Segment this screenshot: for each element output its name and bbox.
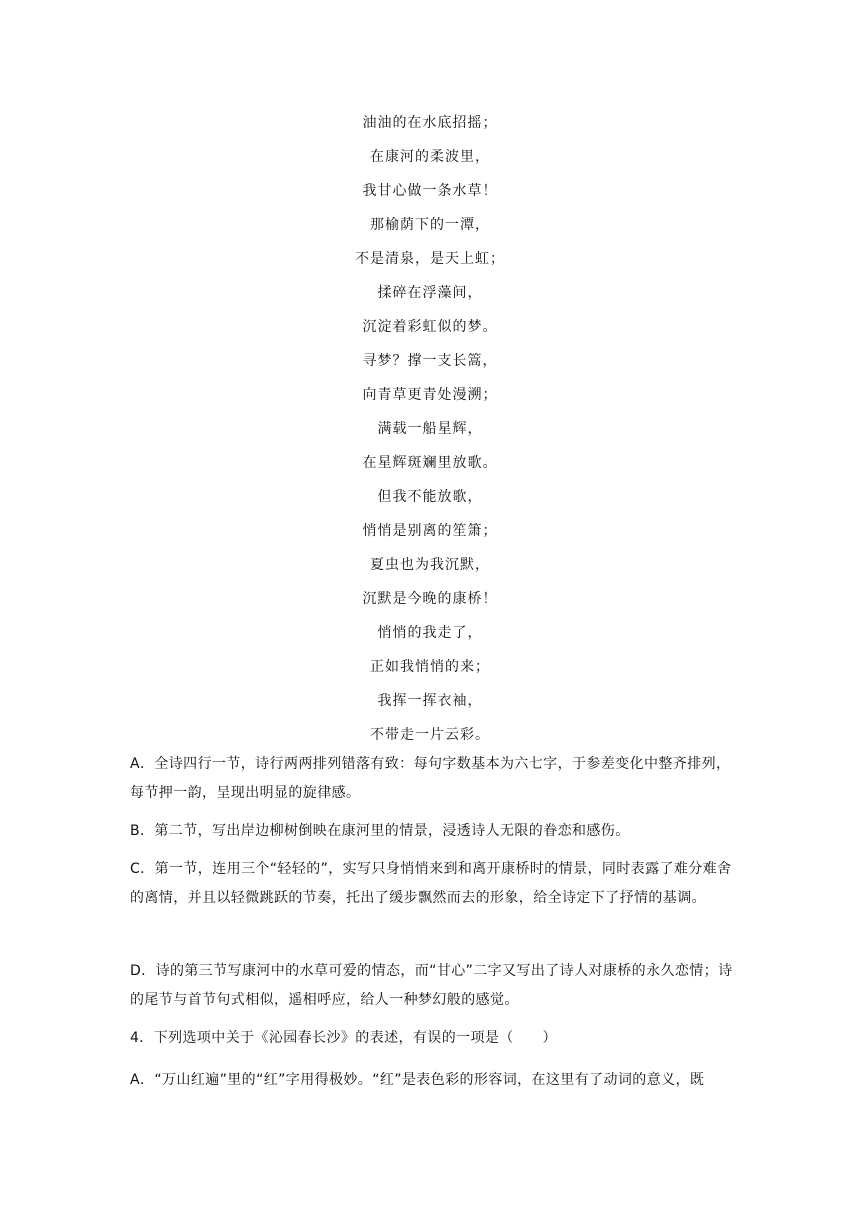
- poem-line: 悄悄的我走了，: [377, 625, 483, 641]
- option-a: [130, 750, 735, 807]
- option-d-text: D．诗的第三节写康河中的水草可爱的情态，而“甘心”二字又写出了诗人对康桥的永久恋情；诗的尾节与首节句式相似，遥相呼应，给人一种梦幻般的感觉。: [130, 963, 733, 1008]
- poem-line: 正如我悄悄的来；: [370, 659, 490, 675]
- poem-line: 但我不能放歌，: [377, 489, 483, 505]
- poem-line: 我挥一挥衣袖，: [377, 693, 483, 709]
- option-a-text: A．全诗四行一节，诗行两两排列错落有致：每句字数基本为六七字，于参差变化中整齐排列，每节押一韵，呈现出明显的旋律感。: [130, 756, 731, 801]
- poem-line: 沉默是今晚的康桥！: [362, 591, 498, 607]
- question-4-stem: 4．下列选项中关于《沁园春长沙》的表述，有误的一项是（ ）: [130, 1030, 557, 1046]
- option-b-text: B．第二节，写出岸边柳树倒映在康河里的情景，浸透诗人无限的眷恋和感伤。: [130, 823, 630, 839]
- poem-line: 那榆荫下的一潭，: [370, 217, 490, 233]
- question-4-option-a-text: A．“万山红遍”里的“红”字用得极妙。“红”是表色彩的形容词，在这里有了动词的意义，既: [130, 1072, 705, 1088]
- poem-line: 满载一船星辉，: [377, 421, 483, 437]
- poem-line: 向青草更青处漫溯；: [362, 387, 498, 403]
- poem-line: 在康河的柔波里，: [370, 149, 490, 165]
- poem-excerpt: [0, 106, 860, 752]
- question-4: [130, 1024, 735, 1053]
- poem-line: 揉碎在浮藻间，: [377, 285, 483, 301]
- option-c: [130, 855, 735, 912]
- poem-line: 寻梦？撑一支长篙，: [362, 353, 498, 369]
- question-4-option-a: [130, 1066, 735, 1095]
- poem-line: 夏虫也为我沉默，: [370, 557, 490, 573]
- option-c-text: C．第一节，连用三个“轻轻的”，实写只身悄悄来到和离开康桥时的情景，同时表露了难分难舍的离情，并且以轻微跳跃的节奏，托出了缓步飘然而去的形象，给全诗定下了抒情的基调。: [130, 861, 732, 906]
- poem-line: 不带走一片云彩。: [370, 727, 490, 743]
- poem-line: 沉淀着彩虹似的梦。: [362, 319, 498, 335]
- option-b: [130, 817, 735, 846]
- poem-line: 油油的在水底招摇；: [362, 115, 498, 131]
- option-d: [130, 957, 735, 1014]
- poem-line: 在星辉斑斓里放歌。: [362, 455, 498, 471]
- poem-line: 悄悄是别离的笙箫；: [362, 523, 498, 539]
- poem-line: 不是清泉，是天上虹；: [355, 251, 505, 267]
- poem-line: 我甘心做一条水草！: [362, 183, 498, 199]
